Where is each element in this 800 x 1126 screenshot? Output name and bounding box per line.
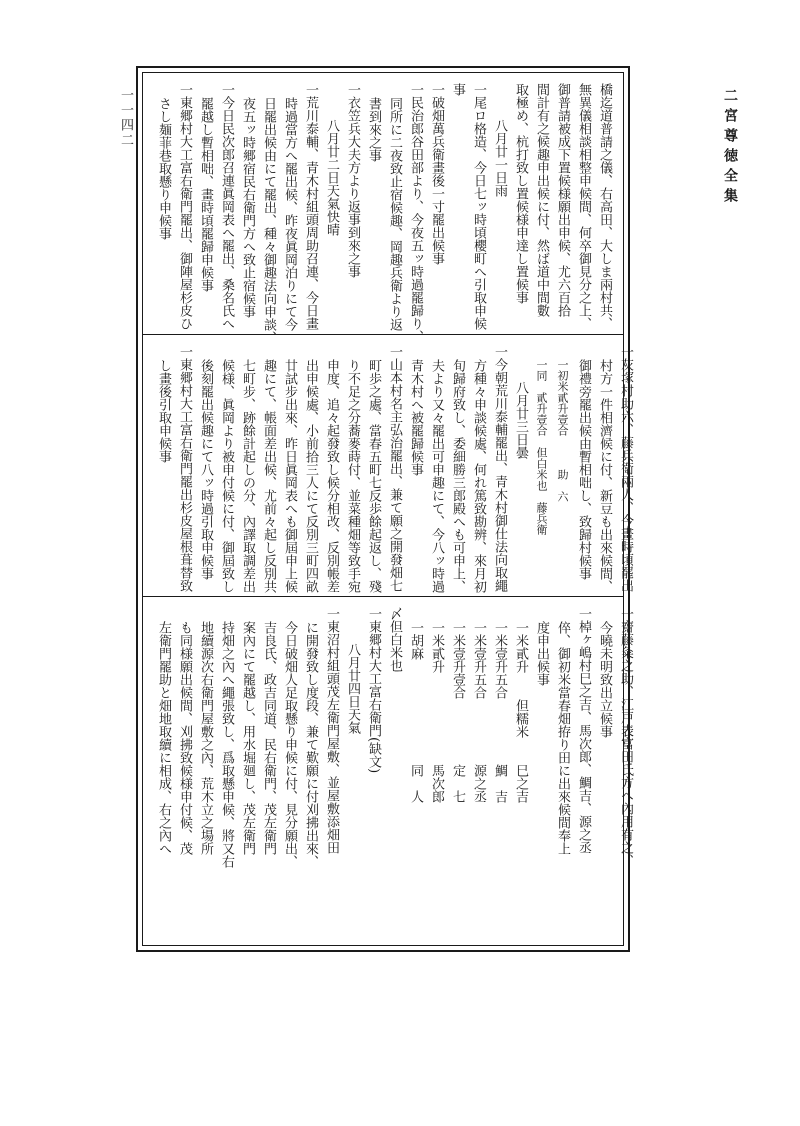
text-line: 〆但白米也 [387,607,402,672]
text-line: 左衛門罷助と畑地取續に相成、右之內へ [156,621,171,855]
text-line: 後刻罷出候趣にて八ッ時過引取申候事 [198,359,213,580]
text-line: 一民治郎谷田部より、今夜五ッ時過罷歸り、 [408,83,423,343]
text-line: 罷越し暫相咄、畫時頃罷歸申候事 [198,97,213,292]
text-line: に開發致し度段、兼て歎願に付刈拂出來、 [303,621,318,868]
text-line: 一東郷村大工富右衛門罷出杉皮屋根葺替致 [177,345,192,592]
text-line: 案內にて罷越し、用水堀廻し、茂左衛門 [240,621,255,855]
text-line: 取極め、杭打致し置候様申達し置候事 [513,83,528,304]
text-line: 廿試步出來、昨日眞岡表へも御屆申上候 [282,359,297,593]
text-line: 一初米貳升壹合 助 六 [556,359,569,502]
text-line: 町歩之處、當春五町七反歩餘起返し、殘 [366,359,381,593]
text-line: 同所に二夜致止宿候趣、岡趣兵衛より返 [387,97,402,331]
text-line: 八月廿二日天氣快晴 [324,119,339,236]
text-line: 一東沼村組頭茂左衛門屋敷、並屋敷添畑田 [324,607,339,854]
text-line: り不足之分蕎麥蒔付、並菜種畑等致手宛 [345,359,360,593]
inner-frame [142,72,633,946]
text-line: 御禮旁罷出候由暫相咄し、致歸村候事 [576,359,591,580]
text-line: 書到來之事 [366,97,381,162]
text-block-middle [153,345,636,593]
section-top [143,73,623,344]
text-line: 今日破畑人足取懸り申候に付、見分願出、 [282,621,297,868]
text-line: 一今日民次郎召連眞岡表へ罷出、桑名氏へ [219,83,234,330]
text-line: 八月廿三日曇 [513,381,528,459]
text-line: 日罷出候由にて罷出、種々御趣法向申談、 [261,97,276,344]
text-line: さし麺菲巷取懸り申候事 [156,97,171,240]
text-line: 一尾ロ格造、今日七ッ時頃櫻町へ引取申候 [471,83,486,330]
text-line: 倅、御初米當春畑拵り田に出來候間奉上 [555,621,570,855]
text-line: 一東郷村大工富右衛門罷出、御陣屋杉皮ひ [177,83,192,330]
text-line: し畫後引取申候事 [156,359,171,463]
section-middle [143,335,633,597]
text-line: 一今朝荒川泰輔罷出、青木村御仕法向取繩 [492,345,507,592]
text-line: 方種々申談候處、何れ篤致勘辨、來月初 [471,359,486,593]
text-line: 青木村へ被罷歸候事 [408,359,423,476]
text-line: 度申出候事 [534,621,549,686]
text-line: 一米壹升壹合 定 七 [450,621,465,803]
text-line: も同様願出候間、刈拂致候様申付候、茂 [177,621,192,855]
text-line: 夫より又々罷出可申趣にて、今八ッ時過 [429,359,444,593]
text-line: 吉良氏、政吉同道、民右衛門、茂左衛門 [261,621,276,855]
text-line: 旬歸府致し、委細勝三郎殿へも可申上、 [450,359,465,593]
text-line: 一米壹升五合 源之丞 [471,621,486,803]
page-frame [136,66,633,952]
text-block-top [153,83,615,344]
text-line: 時過當方へ罷出候、昨夜眞岡泊りにて今 [282,97,297,331]
page-number: 一一四二 [118,88,133,148]
text-line: 一米壹升五合 鯛 吉 [492,621,507,803]
text-line: 夜五ッ時郷宿民右衛門方へ致止宿候事 [240,97,255,318]
text-line: 一破畑萬兵衛畫後一寸罷出候事 [429,83,444,265]
text-line: 橋迄道普請之儀、右高田、大しま兩村共、 [597,83,612,330]
text-line: 八月廿四日天氣 [345,643,360,734]
text-line: 事 [450,83,465,96]
text-line: 趣にて、帳面差出候、尤前々起し反別共 [261,359,276,593]
text-line: 一山本村名主弘治罷出、兼て願之開發畑七 [387,345,402,592]
text-line: 持畑之內へ繩張致し、爲取懸申候、將又右 [219,621,234,868]
text-line: 七町步、跡餘計起しの分、內譯取調差出 [240,359,255,593]
text-line: 無異儀相談相整申候間、何卒御見分之上、 [576,83,591,330]
text-line: 一灰塚村助六、藤兵衛兩人、今畫時頃罷出 [618,345,633,592]
text-line: 一衣笠兵大夫方より返事到來之事 [345,83,360,278]
text-line: 村方一件相濟候に付、新豆も出來候間、 [597,359,612,593]
text-line: 一東郷村大工富右衛門(缺文) [366,607,381,774]
text-line: 申度、追々起發致し候分相改、反別帳差 [324,359,339,593]
text-line: 御普請被成下置候様願出申候、尤六百拾 [555,83,570,317]
text-line: 出申候處、小前拾三人にて反別三町四畝 [303,359,318,593]
text-line: 一米貳升 但糯米 巳之吉 [513,621,528,803]
text-line: 一荒川泰輔、青木村組頭周助召連、今日畫 [303,83,318,330]
section-bottom [143,597,633,951]
text-line: 一棹ヶ嶋村巳之吉、馬次郎、鯛吉、源之丞 [576,607,591,854]
text-line: 今曉未明致出立候事 [597,621,612,738]
page-title: 二宮尊徳全集 [722,88,738,208]
text-line: 八月廿一日雨 [492,119,507,197]
text-line: 地續源次右衛門屋敷之內、荒木立之場所 [198,621,213,855]
text-block-bottom [153,607,636,941]
text-line: 一米貳升 馬次郎 [429,621,444,803]
text-line: 一齋藤粂之助、江戸表富田氏方へ內用有之、 [618,607,633,867]
text-line: 一胡麻 同 人 [408,621,423,803]
text-line: 一同 貳升壹合 但白米也 藤兵衛 [535,359,548,535]
text-line: 候様、眞岡より被申付候に付、御屆致し [219,359,234,593]
text-line: 間計有之候趣申出候に付、然ば道中間數 [534,83,549,317]
